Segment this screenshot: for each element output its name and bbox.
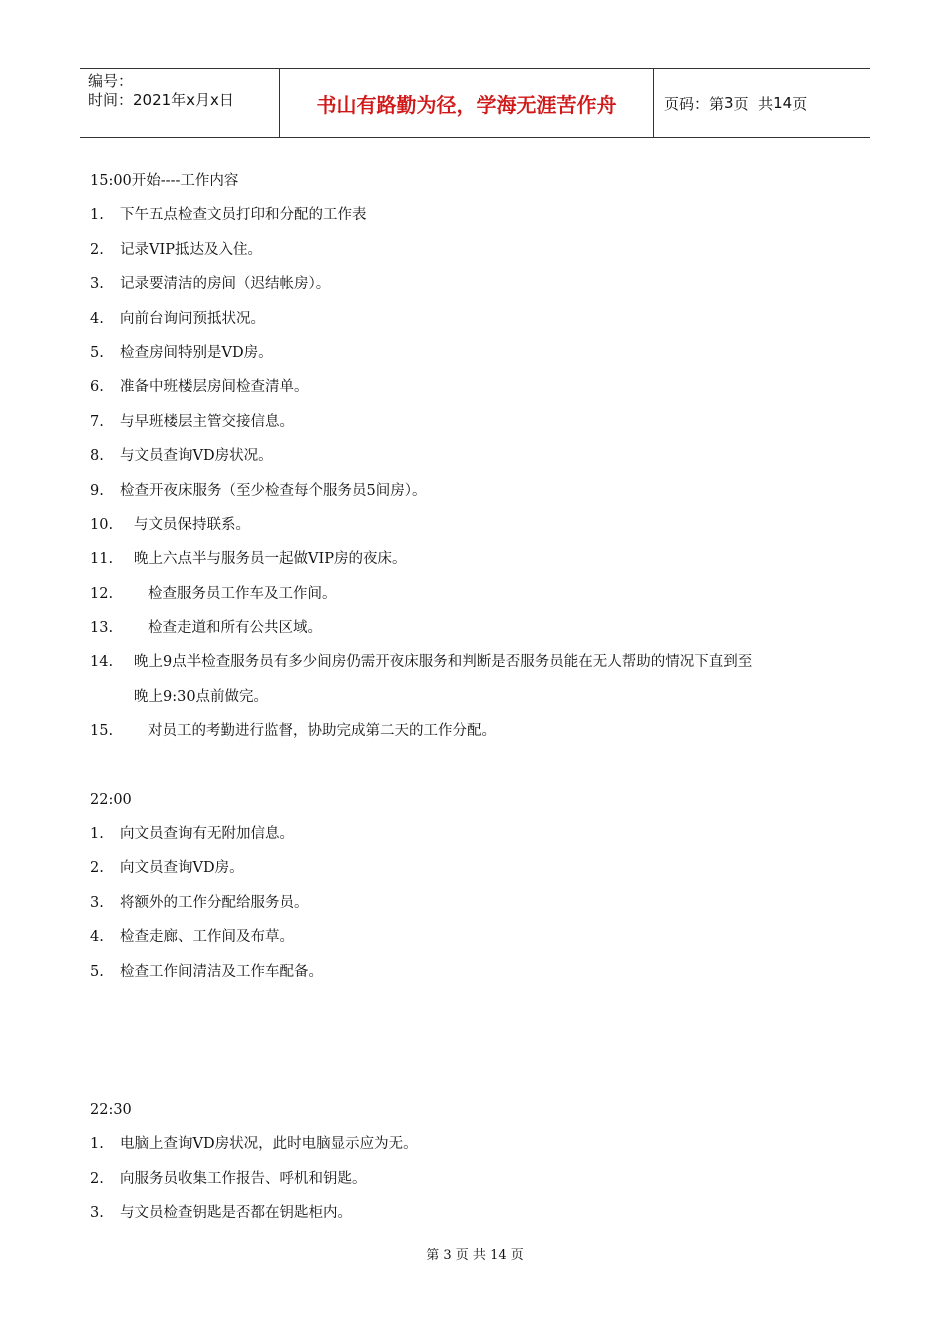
list-item-continuation: 晚上9:30点前做完。: [134, 688, 269, 705]
list-item-text: 检查走廊、工作间及布草。: [120, 929, 294, 946]
footer-mid: 页 共: [451, 1248, 491, 1263]
list-item-text: 与文员查询VD房状况。: [120, 448, 273, 465]
list-item-number: 12.: [90, 585, 114, 602]
list-item: [90, 306, 870, 340]
footer-suffix: 页: [506, 1248, 524, 1263]
list-item-text: 检查走道和所有公共区域。: [148, 620, 322, 637]
list-item-text: 检查开夜床服务（至少检查每个服务员5间房）。: [120, 482, 427, 499]
list-item-text: 检查房间特别是VD房。: [120, 344, 273, 361]
list-item: [90, 237, 870, 271]
list-item-number: 3.: [90, 276, 104, 293]
list-item: [90, 340, 870, 374]
list-item-text: 记录VIP抵达及入住。: [120, 241, 262, 258]
list-item-text: 向服务员收集工作报告、呼机和钥匙。: [120, 1170, 367, 1187]
list-item-number: 3.: [90, 894, 104, 911]
list-item: [90, 890, 870, 924]
list-item: [90, 374, 870, 408]
list-item-number: 6.: [90, 379, 104, 396]
list-item-number: 1.: [90, 1136, 104, 1153]
list-item: [90, 1200, 870, 1234]
list-item-number: 4.: [90, 929, 104, 946]
list-item: [90, 581, 870, 615]
list-item: [90, 649, 870, 683]
list-item-number: 13.: [90, 620, 114, 637]
footer-current: 3: [443, 1248, 452, 1263]
list-item-number: 2.: [90, 1170, 104, 1187]
list-item-text: 向文员查询VD房。: [120, 860, 244, 877]
list-item-text: 记录要清洁的房间（迟结帐房）。: [120, 276, 331, 293]
list-item-number: 5.: [90, 344, 104, 361]
list-item: [90, 855, 870, 889]
list-item-text: 晚上9点半检查服务员有多少间房仍需开夜床服务和判断是否服务员能在无人帮助的情况下直到至: [134, 654, 753, 671]
list-item: [90, 443, 870, 477]
list-item: [90, 924, 870, 958]
page-prefix: 页码：第: [664, 94, 725, 113]
footer-total: 14: [490, 1248, 507, 1263]
section-heading: 22:30: [90, 1101, 132, 1118]
list-item-number: 10.: [90, 516, 114, 533]
list-item: [90, 615, 870, 649]
list-item-text: 向文员查询有无附加信息。: [120, 826, 294, 843]
header-motto: 书山有路勤为径，学海无涯苦作舟: [280, 69, 654, 137]
list-item-text: 电脑上查询VD房状况，此时电脑显示应为无。: [120, 1136, 418, 1153]
list-item-text: 下午五点检查文员打印和分配的工作表: [120, 207, 367, 224]
list-item: [90, 409, 870, 443]
list-item-text: 准备中班楼层房间检查清单。: [120, 379, 309, 396]
list-item-number: 1.: [90, 826, 104, 843]
list-item-text: 检查工作间清洁及工作车配备。: [120, 963, 323, 980]
list-item-number: 3.: [90, 1205, 104, 1222]
header-meta: [80, 69, 280, 137]
section-heading: 22:00: [90, 791, 132, 808]
page-header: [80, 68, 870, 138]
list-item-number: 2.: [90, 241, 104, 258]
page-current: 3: [724, 94, 734, 112]
section-spacer: [90, 753, 870, 787]
list-item-number: 11.: [90, 551, 114, 568]
list-item: [90, 1131, 870, 1165]
list-item-text: 对员工的考勤进行监督，协助完成第二天的工作分配。: [148, 723, 496, 740]
list-item-text: 与文员保持联系。: [134, 516, 250, 533]
section-spacer: [90, 993, 870, 1097]
list-item: [90, 821, 870, 855]
list-item: [90, 512, 870, 546]
list-item-number: 8.: [90, 448, 104, 465]
list-item: [90, 202, 870, 236]
list-item-text: 向前台询问预抵状况。: [120, 310, 265, 327]
list-item-number: 14.: [90, 654, 114, 671]
document-body: [90, 168, 870, 1235]
list-item-text: 检查服务员工作车及工作间。: [148, 585, 337, 602]
list-item-number: 9.: [90, 482, 104, 499]
list-item-number: 2.: [90, 860, 104, 877]
list-item-number: 1.: [90, 207, 104, 224]
page-footer: [0, 1244, 950, 1263]
page-mid: 页 共: [733, 94, 774, 113]
list-item-number: 5.: [90, 963, 104, 980]
page-suffix: 页: [792, 94, 808, 113]
list-item: [90, 959, 870, 993]
list-item: [90, 1166, 870, 1200]
list-item-number: 15.: [90, 723, 114, 740]
list-item: [90, 271, 870, 305]
list-item-text: 与早班楼层主管交接信息。: [120, 413, 294, 430]
list-item-text: 与文员检查钥匙是否都在钥匙柜内。: [120, 1205, 352, 1222]
list-item-number: 7.: [90, 413, 104, 430]
document-date: 时间：2021年x月x日: [88, 91, 234, 109]
page-total: 14: [773, 94, 793, 112]
list-item-text: 将额外的工作分配给服务员。: [120, 894, 309, 911]
list-item: [90, 478, 870, 512]
footer-prefix: 第: [426, 1248, 444, 1263]
list-item-text: 晚上六点半与服务员一起做VIP房的夜床。: [134, 551, 407, 568]
list-item-number: 4.: [90, 310, 104, 327]
header-page-counter: [654, 69, 870, 137]
list-item: [90, 718, 870, 752]
document-number-label: 编号：: [88, 72, 134, 90]
section-heading: 15:00开始----工作内容: [90, 173, 239, 189]
list-item: [90, 546, 870, 580]
